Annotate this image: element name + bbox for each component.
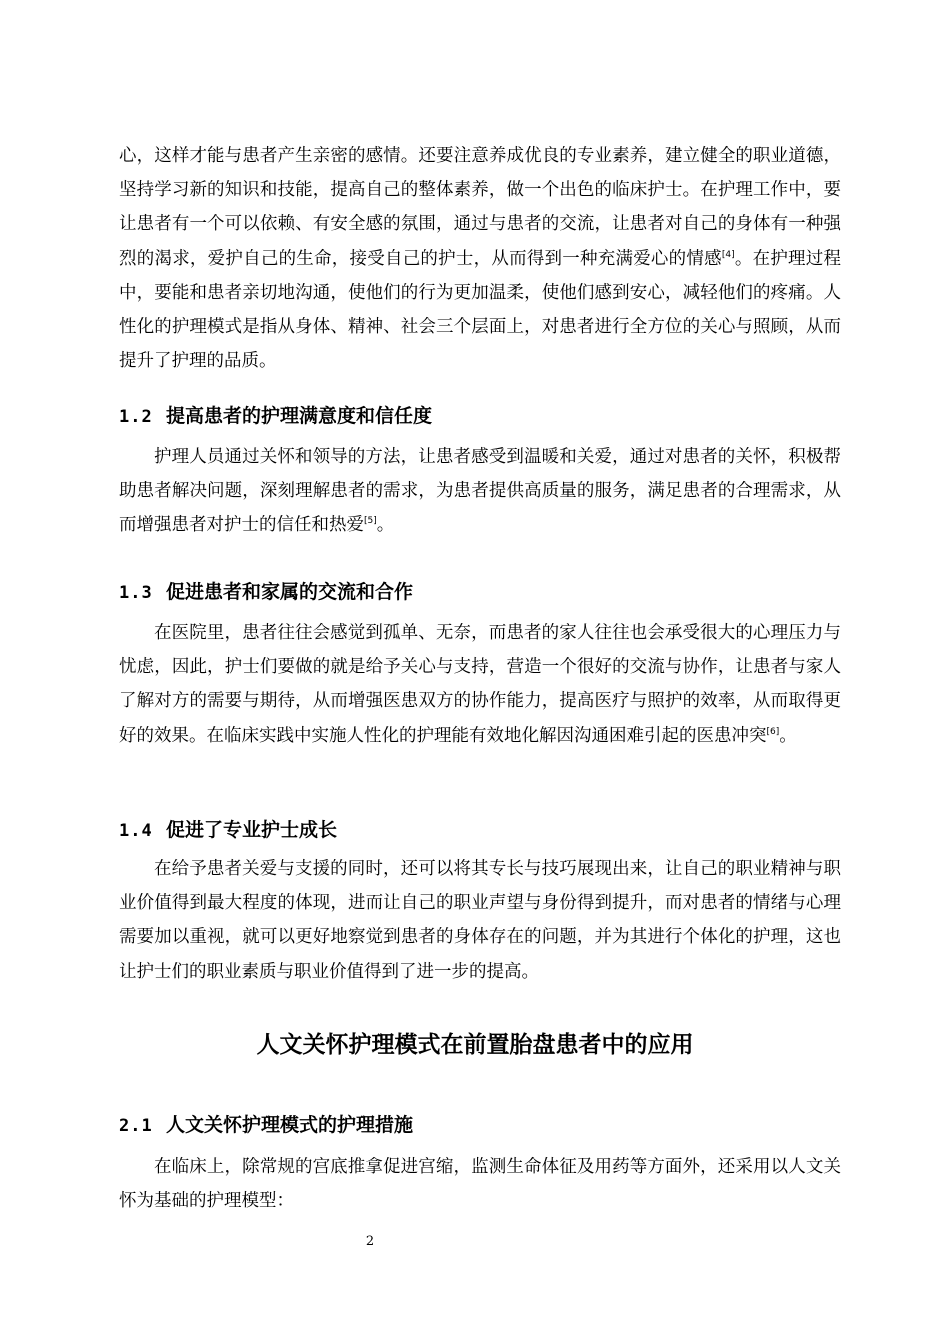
section-title: 促进了专业护士成长 — [165, 819, 337, 841]
paragraph-text: 在临床上，除常规的宫底推拿促进宫缩，监测生命体征及用药等方面外，还采用以人文关怀为基础的护理模型： — [119, 1157, 841, 1212]
paragraph-text — [119, 616, 841, 753]
paragraph-text-part: 。在护理过程中，要能和患者亲切地沟通，使他们的行为更加温柔，使他们感到安心，减轻他们的疼痛。人性化的护理模式是指从身体、精神、社会三个层面上，对患者进行全方位的关心与照顾，从而提升了护理的品质。 — [119, 248, 842, 372]
section-heading-2-1 — [119, 1111, 841, 1140]
section-number: 1.4 — [119, 821, 153, 841]
paragraph-text-part: 护理人员通过关怀和领导的方法，让患者感受到温暖和关爱，通过对患者的关怀，积极帮助患者解决问题，深刻理解患者的需求，为患者提供高质量的服务，满足患者的合理需求，从而增强患者对护士的信任和热爱 — [119, 447, 841, 536]
paragraph-text-part: 。 — [376, 515, 395, 536]
chapter-title: 人文关怀护理模式在前置胎盘患者中的应用 — [256, 1032, 694, 1058]
paragraph-text-part: 在医院里，患者往往会感觉到孤单、无奈，而患者的家人往往也会承受很大的心理压力与忧虑，因此，护士们要做的就是给予关心与支持，营造一个很好的交流与协作，让患者与家人了解对方的需要与期待，从而增强医患双方的协作能力，提高医疗与照护的效率，从而取得更好的效果。在临床实践中实施人性化的护理能有效地化解因沟通困难引起的医患冲突 — [119, 623, 841, 746]
section-number: 1.2 — [119, 407, 153, 427]
section-title: 提高患者的护理满意度和信任度 — [165, 405, 432, 427]
section-1-3-body — [119, 616, 841, 753]
paragraph-text: 在给予患者关爱与支援的同时，还可以将其专长与技巧展现出来，让自己的职业精神与职业价值得到最大程度的体现，进而让自己的职业声望与身份得到提升，而对患者的情绪与心理需要加以重视，就可以更好地察觉到患者的身体存在的问题，并为其进行个体化的护理，这也让护士们的职业素质与职业价值得到了进一步的提高。 — [119, 859, 841, 982]
section-title: 人文关怀护理模式的护理措施 — [165, 1114, 413, 1136]
paragraph-text — [119, 139, 841, 378]
section-number: 1.3 — [119, 583, 153, 603]
page-number: 2 — [365, 1234, 375, 1249]
section-1-4-body — [119, 852, 841, 989]
section-heading-1-2 — [119, 402, 841, 431]
continued-paragraph — [119, 139, 841, 378]
section-number: 2.1 — [119, 1116, 153, 1136]
section-heading-1-3 — [119, 578, 841, 607]
paragraph-text-part: 。 — [779, 725, 797, 746]
paragraph-text — [119, 440, 841, 543]
section-heading-1-4 — [119, 816, 841, 845]
section-title: 促进患者和家属的交流和合作 — [165, 581, 413, 603]
paragraph-text-part: 心，这样才能与患者产生亲密的感情。还要注意养成优良的专业素养，建立健全的职业道德，坚持学习新的知识和技能，提高自己的整体素养，做一个出色的临床护士。在护理工作中，要让患者有一个可以依赖、有安全感的氛围，通过与患者的交流，让患者对自己的身体有一种强烈的渴求，爱护自己的生命，接受自己的护士，从而得到一种充满爱心的情感 — [119, 146, 841, 269]
citation-ref: [6] — [766, 726, 780, 737]
citation-ref: [4] — [721, 249, 735, 260]
citation-ref: [5] — [364, 516, 377, 527]
section-1-2-body — [119, 440, 841, 543]
section-2-1-body — [119, 1150, 841, 1218]
